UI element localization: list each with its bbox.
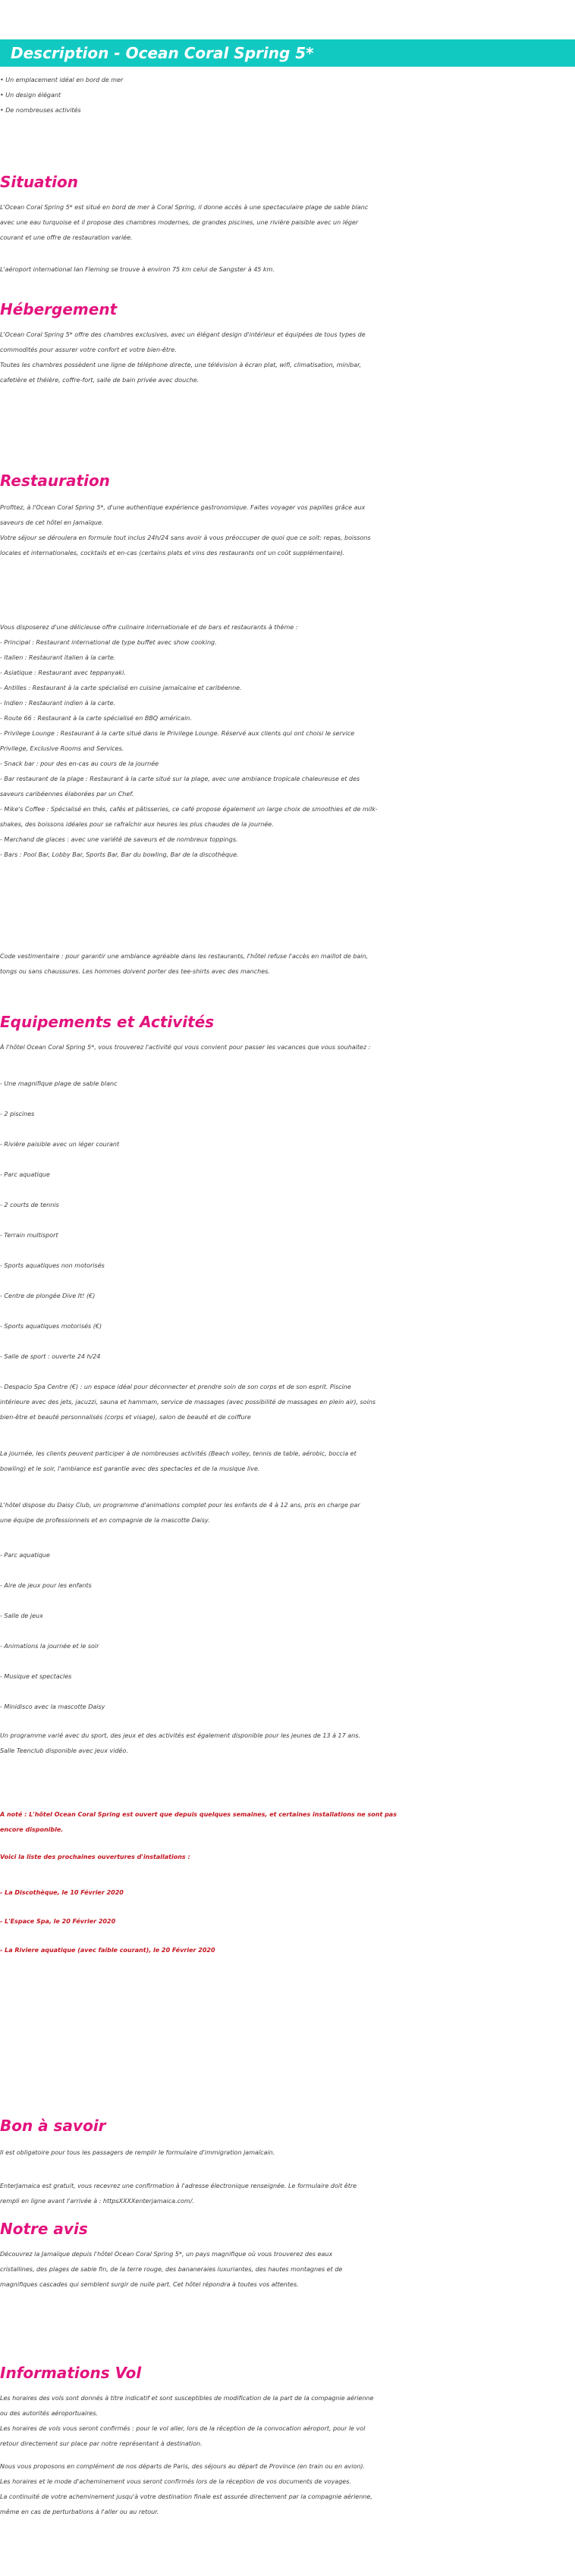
text-line: Les horaires et le mode d'acheminement vous seront confirmés lors de la réception de vos documents de voyages.: [0, 2478, 351, 2485]
avis-text: [0, 2247, 575, 2292]
vol-text: [0, 2391, 575, 2452]
teens-text: [0, 1728, 575, 1759]
text-line: ou des autorités aéroportuaires.: [0, 2410, 99, 2417]
text-line: commodités pour assurer votre confort et votre bien-être.: [0, 346, 177, 353]
list-item: - Rivière paisible avec un léger courant: [0, 1141, 120, 1148]
restauration-title: Restauration: [0, 472, 110, 490]
text-line: saveurs de cet hôtel en Jamaïque.: [0, 519, 104, 526]
list-item: - 2 courts de tennis: [0, 1202, 59, 1208]
list-item: - Musique et spectacles: [0, 1673, 72, 1680]
list-item: - Principal : Restaurant international de type buffet avec show cooking.: [0, 639, 217, 646]
list-item: - 2 piscines: [0, 1111, 35, 1117]
bon-a-savoir-text: [0, 2145, 575, 2161]
spa-text: [0, 1380, 575, 1425]
list-item: - Animations la journée et le soir: [0, 1643, 99, 1650]
bon-a-savoir-title: Bon à savoir: [0, 2117, 106, 2135]
text-line: Toutes les chambres possèdent une ligne de téléphone directe, une télévision à écran plat, wifi, climatisation, minibar,: [0, 362, 362, 368]
text-line: L'Ocean Coral Spring 5* est situé en bord de mer à Coral Spring, il donne accès à une spectaculaire plage de sable blanc: [0, 204, 369, 211]
list-item: Privilege, Exclusive Rooms and Services.: [0, 745, 124, 752]
restauration-intro: [0, 500, 575, 561]
list-item: - Salle de jeux: [0, 1612, 43, 1619]
situation-text: [0, 200, 575, 246]
list-item: saveurs caribéennes élaborées par un Chef.: [0, 791, 134, 798]
activities-text: [0, 1446, 575, 1477]
opening-notice: [0, 1807, 575, 1838]
list-item: - Bars : Pool Bar, Lobby Bar, Sports Bar, Bar du bowling, Bar de la discothèque.: [0, 851, 239, 858]
situation-airport: [0, 262, 575, 277]
list-item: - Mike's Coffee : Spécialisé en thés, cafés et pâtisseries, ce café propose également un large choix de smoothies et de milk-: [0, 806, 378, 813]
text-line: Voici la liste des prochaines ouvertures d'installations :: [0, 1854, 190, 1860]
enterjamaica-text: [0, 2179, 575, 2209]
list-item: - Antilles : Restaurant à la carte spécialisé en cuisine jamaïcaine et caribéenne.: [0, 685, 242, 691]
vol-province-text: [0, 2459, 575, 2520]
openings-title: [0, 1850, 575, 1865]
text-line: L'hôtel dispose du Daisy Club, un programme d'animations complet pour les enfants de 4 à 12 ans, pris en charge par: [0, 1502, 360, 1509]
text-line: Salle Teenclub disponible avec jeux vidéo.: [0, 1747, 128, 1754]
equipements-intro: [0, 1040, 575, 1055]
list-item: shakes, des boissons idéales pour se rafraîchir aux heures les plus chaudes de la journée.: [0, 821, 274, 828]
text-line: L'aéroport international Ian Fleming se trouve à environ 75 km celui de Sangster à 45 km.: [0, 266, 275, 273]
list-item: - L'Espace Spa, le 20 Février 2020: [0, 1918, 116, 1925]
list-item: - Sports aquatiques non motorisés: [0, 1262, 105, 1269]
list-item: - Parc aquatique: [0, 1171, 50, 1178]
text-line: EnterJamaica est gratuit, vous recevrez une confirmation à l'adresse électronique renseignée. Le formulaire doit être: [0, 2183, 357, 2189]
avis-title: Notre avis: [0, 2220, 88, 2238]
list-item: - Route 66 : Restaurant à la carte spécialisé en BBQ américain.: [0, 715, 192, 722]
list-item: - Privilege Lounge : Restaurant à la carte situé dans le Privilege Lounge. Réservé aux clients qui ont choisi le service: [0, 730, 355, 737]
list-item: - Sports aquatiques motorisés (€): [0, 1323, 102, 1330]
list-item: - Italien : Restaurant italien à la carte.: [0, 654, 116, 661]
highlights-list: [0, 73, 575, 118]
text-line: Nous vous proposons en complément de nos départs de Paris, des séjours au départ de Province (en train ou en avion).: [0, 2463, 366, 2470]
highlight-item: • Un design élégant: [0, 92, 61, 99]
text-line: retour directement sur place par notre représentant à destination.: [0, 2440, 203, 2447]
list-item: - Bar restaurant de la plage : Restaurant à la carte situé sur la plage, avec une ambiance tropicale chaleureuse et des: [0, 776, 360, 782]
text-line: même en cas de perturbations à l'aller ou au retour.: [0, 2509, 159, 2515]
text-line: tongs ou sans chaussures. Les hommes doivent porter des tee-shirts avec des manches.: [0, 968, 270, 975]
dress-code-text: [0, 949, 575, 979]
list-item: Vous disposerez d'une délicieuse offre culinaire internationale et de bars et restaurants à thème :: [0, 624, 298, 631]
text-line: Code vestimentaire : pour garantir une ambiance agréable dans les restaurants, l'hôtel refuse l'accès en maillot de bain,: [0, 953, 369, 960]
text-line: Les horaires de vols vous seront confirmés : pour le vol aller, lors de la réception de la convocation aéroport, pour le vol: [0, 2425, 366, 2432]
text-line: bien-être et beauté personnalisés (corps et visage), salon de beauté et de coiffure: [0, 1414, 251, 1421]
text-line: avec une eau turquoise et il propose des chambres modernes, de grandes piscines, une rivière paisible avec un léger: [0, 219, 359, 226]
text-line: Votre séjour se déroulera en formule tout inclus 24h/24 sans avoir à vous préoccuper de quoi que ce soit: repas, boissons: [0, 534, 371, 541]
text-line: La continuité de votre acheminement jusqu'à votre destination finale est assurée directement par la compagnie aérienne,: [0, 2493, 372, 2500]
text-line: une équipe de professionnels et en compagnie de la mascotte Daisy.: [0, 1517, 210, 1524]
text-line: - Despacio Spa Centre (€) : un espace idéal pour déconnecter et prendre soin de son corps et de son esprit. Piscine: [0, 1384, 351, 1390]
list-item: - La Riviere aquatique (avec faible courant), le 20 Février 2020: [0, 1947, 215, 1954]
list-item: - La Discothèque, le 10 Février 2020: [0, 1889, 124, 1896]
kids-list: [0, 1540, 575, 1722]
text-line: rempli en ligne avant l'arrivée à : httpsXXXXenterjamaica.com/.: [0, 2198, 194, 2205]
text-line: magnifiques cascades qui semblent surgir de nulle part. Cet hôtel répondra à toutes vos attentes.: [0, 2281, 299, 2288]
text-line: La journée, les clients peuvent participer à de nombreuses activités (Beach volley, tennis de table, aérobic, boccia et: [0, 1450, 357, 1457]
description-banner: Description - Ocean Coral Spring 5*: [0, 39, 575, 67]
list-item: - Indien : Restaurant indien à la carte.: [0, 700, 116, 707]
list-item: - Asiatique : Restaurant avec teppanyaki.: [0, 669, 126, 676]
list-item: - Snack bar : pour des en-cas au cours de la journée: [0, 760, 159, 767]
list-item: - Salle de sport : ouverte 24 h/24: [0, 1353, 101, 1360]
text-line: L'Ocean Coral Spring 5* offre des chambres exclusives, avec un élégant design d'intérieur et équipées de tous types de: [0, 331, 366, 338]
text-line: A noté : L'hôtel Ocean Coral Spring est ouvert que depuis quelques semaines, et certaines installations ne sont pas: [0, 1811, 397, 1818]
list-item: - Parc aquatique: [0, 1552, 50, 1559]
hebergement-text: [0, 327, 575, 388]
situation-title: Situation: [0, 173, 78, 191]
list-item: - Une magnifique plage de sable blanc: [0, 1080, 118, 1087]
list-item: - Minidisco avec la mascotte Daisy: [0, 1703, 105, 1710]
list-item: - Centre de plongée Dive It! (€): [0, 1293, 96, 1299]
openings-list: [0, 1879, 575, 1965]
highlight-item: • De nombreuses activités: [0, 107, 81, 114]
text-line: locales et internationales, cocktails et en-cas (certains plats et vins des restaurants ont un coût supplémentaire).: [0, 550, 345, 556]
text-line: Découvrez la Jamaïque depuis l'hôtel Ocean Coral Spring 5*, un pays magnifique où vous trouverez des eaux: [0, 2251, 333, 2258]
highlight-item: • Un emplacement idéal en bord de mer: [0, 77, 124, 83]
text-line: cristallines, des plages de sable fin, de la terre rouge, des bananeraies luxuriantes, des hautes montagnes et de: [0, 2266, 343, 2273]
vol-title: Informations Vol: [0, 2364, 142, 2382]
text-line: À l'hôtel Ocean Coral Spring 5*, vous trouverez l'activité qui vous convient pour passer les vacances que vous souhaitez :: [0, 1044, 371, 1051]
text-line: courant et une offre de restauration variée.: [0, 234, 133, 241]
list-item: - Aire de jeux pour les enfants: [0, 1582, 92, 1589]
text-line: Profitez, à l'Ocean Coral Spring 5*, d'une authentique expérience gastronomique. Faites voyager vos papilles grâce aux: [0, 504, 366, 511]
text-line: Il est obligatoire pour tous les passagers de remplir le formulaire d'immigration jamaïcain.: [0, 2149, 275, 2156]
text-line: bowling) et le soir, l'ambiance est garantie avec des spectacles et de la musique live.: [0, 1465, 260, 1472]
text-line: intérieure avec des jets, jacuzzi, sauna et hammam, service de massages (avec possibilité de massages en plein air), soins: [0, 1399, 376, 1406]
equipements-title: Equipements et Activités: [0, 1013, 215, 1031]
text-line: Un programme varié avec du sport, des jeux et des activités est également disponible pour les jeunes de 13 à 17 ans.: [0, 1732, 360, 1739]
list-item: - Marchand de glaces : avec une variété de saveurs et de nombreux toppings.: [0, 836, 238, 843]
daisy-club-text: [0, 1498, 575, 1528]
text-line: cafetière et théière, coffre-fort, salle de bain privée avec douche.: [0, 377, 200, 384]
equipements-list: [0, 1069, 575, 1372]
text-line: encore disponible.: [0, 1826, 64, 1833]
hebergement-title: Hébergement: [0, 300, 118, 318]
restaurant-list: [0, 620, 575, 863]
list-item: - Terrain multisport: [0, 1232, 58, 1239]
text-line: Les horaires des vols sont donnés à titre indicatif et sont susceptibles de modification de la part de la compagnie aérienne: [0, 2395, 374, 2402]
